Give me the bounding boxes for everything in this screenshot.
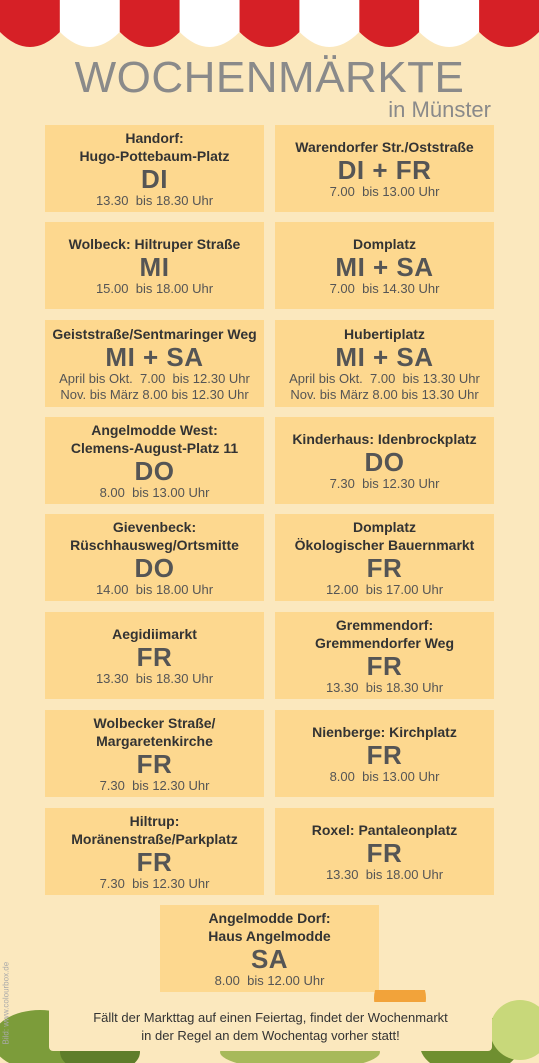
market-card	[160, 905, 379, 992]
market-day: FR	[366, 552, 403, 583]
market-name: Angelmodde Dorf: Haus Angelmodde	[208, 909, 331, 944]
awning-stripe	[359, 0, 419, 47]
market-card	[275, 808, 494, 895]
market-name: Aegidiimarkt	[112, 625, 197, 642]
market-day: DI	[141, 163, 168, 194]
awning-stripe	[419, 0, 479, 47]
market-card	[275, 612, 494, 699]
market-time: 14.00 bis 18.00 Uhr	[95, 581, 214, 597]
market-time: 15.00 bis 18.00 Uhr	[95, 280, 214, 296]
awning-stripe	[299, 0, 359, 47]
market-day: MI	[139, 251, 170, 282]
awning-stripe	[240, 0, 300, 47]
market-time: 8.00 bis 13.00 Uhr	[329, 768, 440, 784]
market-name: Handorf: Hugo-Pottebaum-Platz	[79, 129, 230, 164]
market-name: Gievenbeck: Rüschhausweg/Ortsmitte	[70, 518, 239, 553]
awning-stripe	[180, 0, 240, 47]
market-time: 13.30 bis 18.30 Uhr	[325, 679, 444, 695]
awning-stripe	[120, 0, 180, 47]
market-day: FR	[136, 748, 173, 779]
market-name: Domplatz	[353, 235, 416, 252]
market-day: MI + SA	[335, 341, 434, 372]
market-time: 7.00 bis 14.30 Uhr	[329, 280, 440, 296]
market-day: FR	[136, 641, 173, 672]
market-card	[45, 710, 264, 797]
market-card	[45, 417, 264, 504]
market-time: 13.30 bis 18.30 Uhr	[95, 192, 214, 208]
market-card	[275, 125, 494, 212]
market-day: MI + SA	[105, 341, 204, 372]
market-card	[275, 710, 494, 797]
market-time: April bis Okt. 7.00 bis 13.30 Uhr	[289, 370, 480, 386]
market-card	[45, 125, 264, 212]
market-name: Warendorfer Str./Oststraße	[295, 138, 474, 155]
awning-stripe	[60, 0, 120, 47]
market-time: 12.00 bis 17.00 Uhr	[325, 581, 444, 597]
market-name: Angelmodde West: Clemens-August-Platz 11	[70, 421, 239, 456]
market-time: April bis Okt. 7.00 bis 12.30 Uhr	[59, 370, 250, 386]
market-time: 7.00 bis 13.00 Uhr	[329, 183, 440, 199]
market-card	[45, 612, 264, 699]
market-day: FR	[366, 739, 403, 770]
market-time: Nov. bis März 8.00 bis 12.30 Uhr	[60, 386, 249, 402]
market-day: DO	[134, 552, 175, 583]
market-day: DO	[364, 446, 405, 477]
note-line-2: in der Regel an dem Wochentag vorher statt!	[141, 1027, 400, 1043]
market-time: 7.30 bis 12.30 Uhr	[99, 777, 210, 793]
market-card	[45, 514, 264, 601]
note-line-1: Fällt der Markttag auf einen Feiertag, findet der Wochenmarkt	[93, 1009, 448, 1025]
market-name: Gremmendorf: Gremmendorfer Weg	[315, 616, 454, 651]
market-time: Nov. bis März 8.00 bis 13.30 Uhr	[290, 386, 479, 402]
page-subtitle: in Münster	[388, 97, 491, 122]
page-title: WOCHENMÄRKTE	[74, 53, 465, 102]
market-day: FR	[366, 650, 403, 681]
market-day: DI + FR	[337, 154, 432, 185]
market-time: 13.30 bis 18.00 Uhr	[325, 866, 444, 882]
market-name: Geiststraße/Sentmaringer Weg	[52, 325, 257, 342]
market-time: 8.00 bis 12.00 Uhr	[214, 972, 325, 988]
market-name: Hubertiplatz	[344, 325, 425, 342]
market-day: SA	[250, 943, 289, 974]
market-time: 8.00 bis 13.00 Uhr	[99, 484, 210, 500]
market-card	[45, 222, 264, 309]
market-day: FR	[366, 837, 403, 868]
awning-stripe	[0, 0, 60, 47]
market-name: Nienberge: Kirchplatz	[312, 723, 457, 740]
market-name: Wolbecker Straße/ Margaretenkirche	[93, 714, 216, 749]
market-name: Domplatz Ökologischer Bauernmarkt	[294, 518, 475, 553]
market-card	[275, 222, 494, 309]
market-time: 7.30 bis 12.30 Uhr	[99, 875, 210, 891]
market-time: 7.30 bis 12.30 Uhr	[329, 475, 440, 491]
market-day: MI + SA	[335, 251, 434, 282]
market-day: DO	[134, 455, 175, 486]
market-time: 13.30 bis 18.30 Uhr	[95, 670, 214, 686]
market-card	[45, 808, 264, 895]
market-card	[45, 320, 264, 407]
market-card	[275, 320, 494, 407]
market-day: FR	[136, 846, 173, 877]
market-card	[275, 417, 494, 504]
awning-stripe	[479, 0, 539, 47]
market-name: Hiltrup: Moränenstraße/Parkplatz	[71, 812, 238, 847]
holiday-note	[49, 1002, 492, 1051]
market-name: Roxel: Pantaleonplatz	[311, 821, 458, 838]
image-credit: Bild: www.colourbox.de	[1, 961, 11, 1045]
market-card	[275, 514, 494, 601]
market-name: Kinderhaus: Idenbrockplatz	[292, 430, 477, 447]
market-name: Wolbeck: Hiltruper Straße	[68, 235, 241, 252]
